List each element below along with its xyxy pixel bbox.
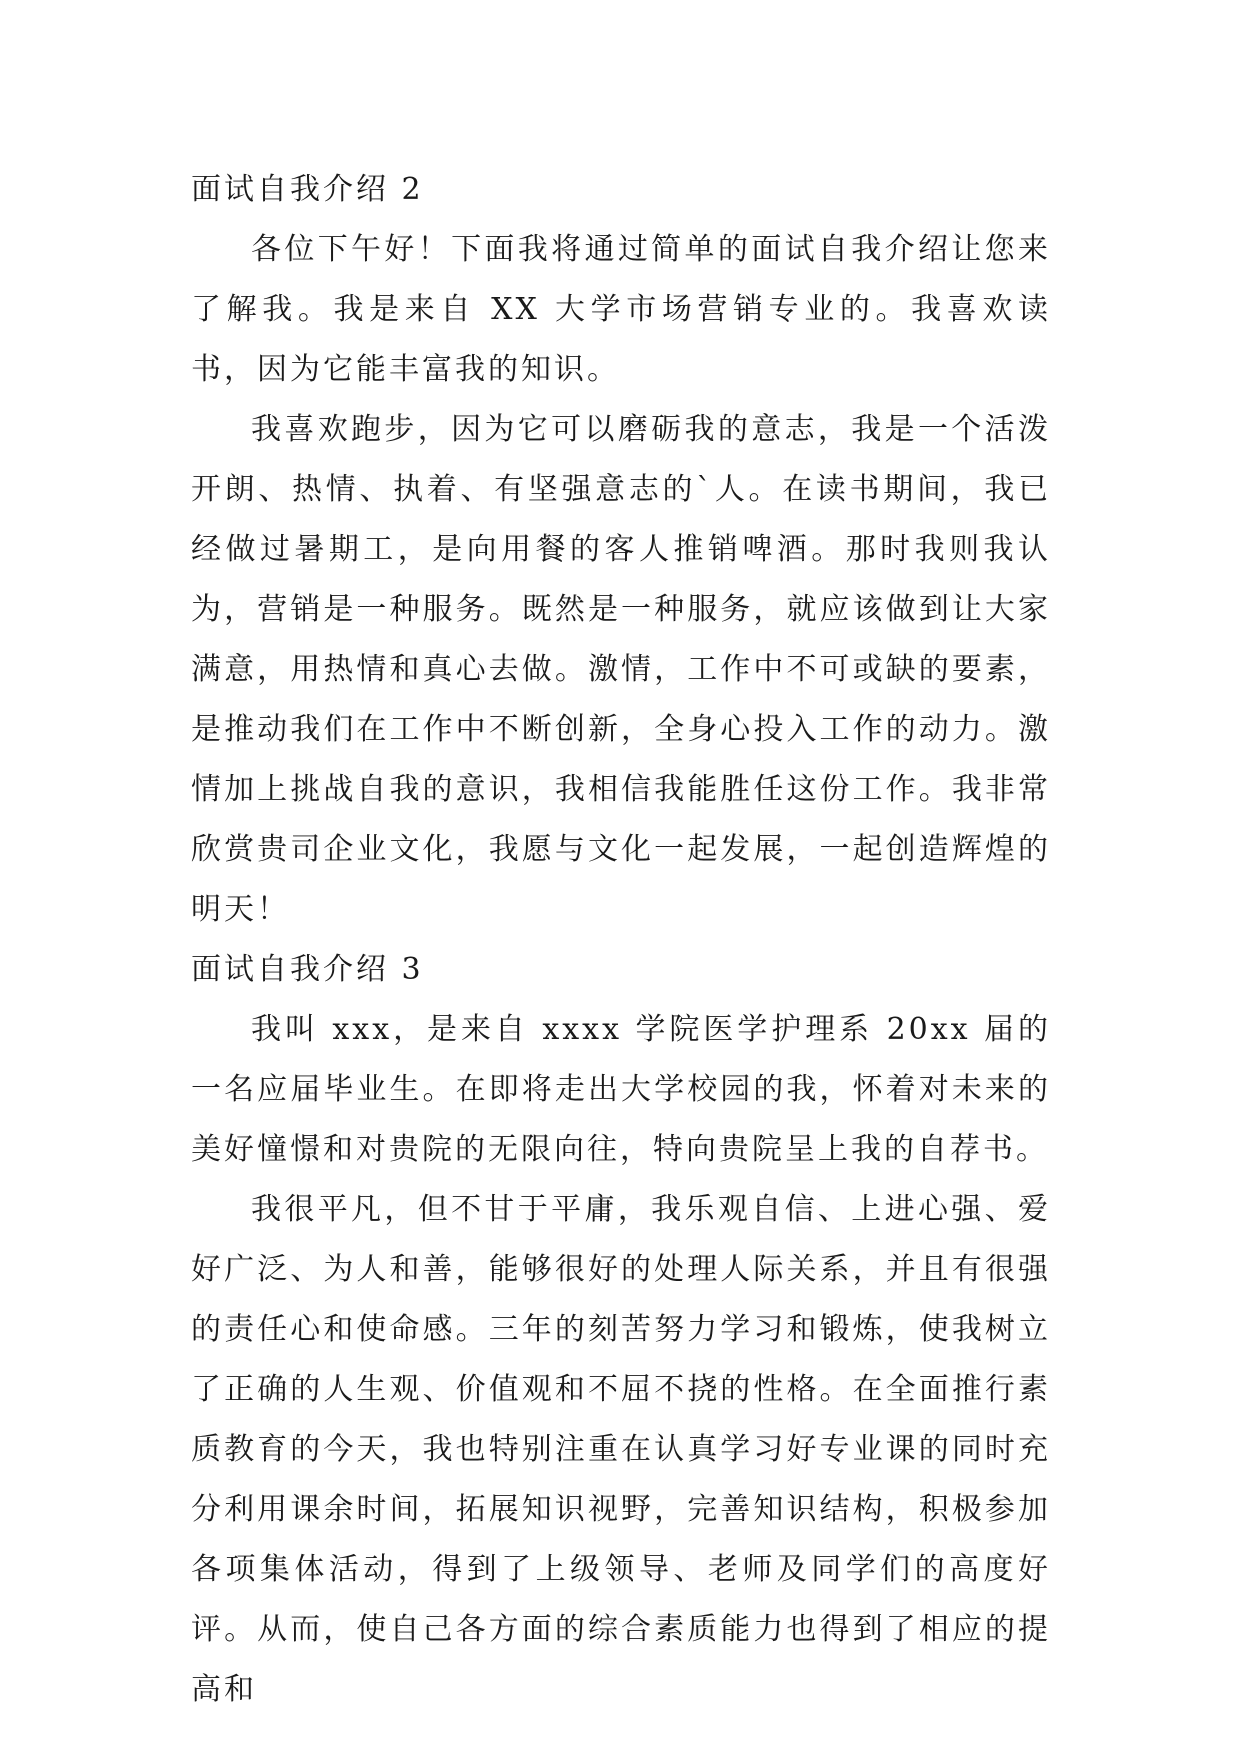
- section-3-heading: 面试自我介绍 3: [191, 952, 424, 987]
- section-2-heading: 面试自我介绍 2: [191, 172, 424, 207]
- section-3-paragraph-2: 我很平凡，但不甘于平庸，我乐观自信、上进心强、爱好广泛、为人和善，能够很好的处理人际关系，并且有很强的责任心和使命感。三年的刻苦努力学习和锻炼，使我树立了正确的人生观、价值观和不屈不挠的性格。在全面推行素质教育的今天，我也特别注重在认真学习好专业课的同时充分利用课余时间，拓展知识视野，完善知识结构，积极参加各项集体活动，得到了上级领导、老师及同学们的高度好评。从而，使自己各方面的综合素质能力也得到了相应的提高和: [191, 1192, 1051, 1707]
- section-2-paragraph-1: 各位下午好！下面我将通过简单的面试自我介绍让您来了解我。我是来自 XX 大学市场营销专业的。我喜欢读书，因为它能丰富我的知识。: [191, 232, 1051, 387]
- document-body: [191, 160, 1051, 1720]
- section-2-paragraph-2: 我喜欢跑步，因为它可以磨砺我的意志，我是一个活泼开朗、热情、执着、有坚强意志的`人。在读书期间，我已经做过暑期工，是向用餐的客人推销啤酒。那时我则我认为，营销是一种服务。既然是一种服务，就应该做到让大家满意，用热情和真心去做。激情，工作中不可或缺的要素，是推动我们在工作中不断创新，全身心投入工作的动力。激情加上挑战自我的意识，我相信我能胜任这份工作。我非常欣赏贵司企业文化，我愿与文化一起发展，一起创造辉煌的明天！: [191, 412, 1051, 927]
- section-3-paragraph-1: 我叫 xxx，是来自 xxxx 学院医学护理系 20xx 届的一名应届毕业生。在即将走出大学校园的我，怀着对未来的美好憧憬和对贵院的无限向往，特向贵院呈上我的自荐书。: [191, 1012, 1051, 1167]
